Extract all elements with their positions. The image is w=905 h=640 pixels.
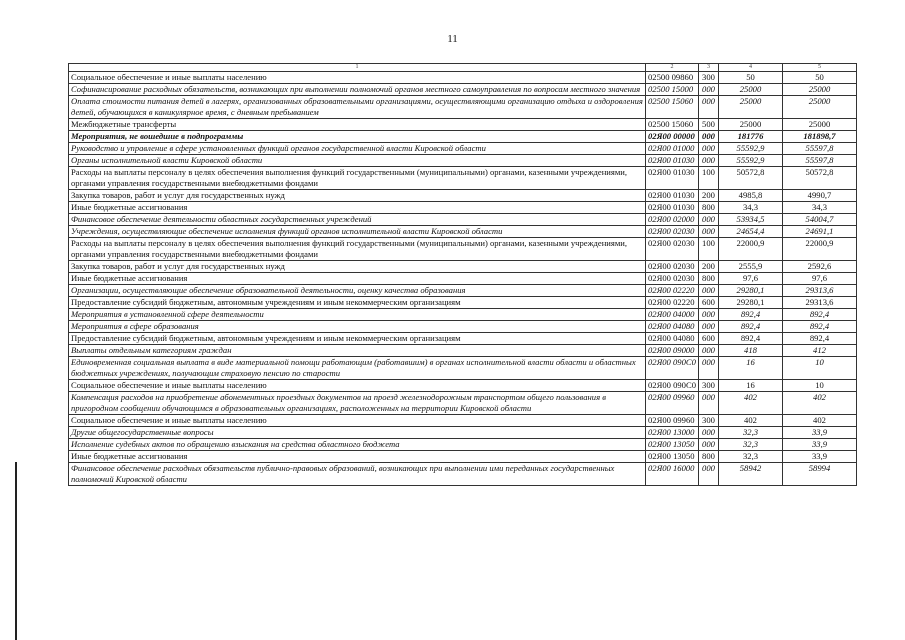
target-code-cell: 02Я00 04080 [646, 321, 699, 333]
table-row [69, 119, 857, 131]
amount-year1-cell: 16 [719, 357, 783, 380]
amount-year1-cell: 25000 [719, 84, 783, 96]
expense-name-cell: Закупка товаров, работ и услуг для государственных нужд [69, 190, 646, 202]
table-row [69, 439, 857, 451]
table-row [69, 451, 857, 463]
amount-year2-cell: 402 [783, 392, 857, 415]
column-number: 5 [783, 64, 857, 72]
amount-year2-cell: 22000,9 [783, 238, 857, 261]
expense-name-cell: Оплата стоимости питания детей в лагерях, организованных образовательными организациями, осуществляющими организацию отдыха и оздоровления детей, обучающихся в каникулярное время, с дневным пребыванием [69, 96, 646, 119]
expense-type-cell: 100 [699, 238, 719, 261]
amount-year2-cell: 892,4 [783, 333, 857, 345]
expense-type-cell: 000 [699, 309, 719, 321]
amount-year1-cell: 29280,1 [719, 285, 783, 297]
expense-type-cell: 800 [699, 451, 719, 463]
target-code-cell: 02Я00 09000 [646, 345, 699, 357]
amount-year2-cell: 55597,8 [783, 155, 857, 167]
table-row [69, 238, 857, 261]
budget-table [68, 63, 857, 486]
table-row [69, 333, 857, 345]
expense-name-cell: Иные бюджетные ассигнования [69, 451, 646, 463]
target-code-cell: 02Я00 04080 [646, 333, 699, 345]
amount-year2-cell: 181898,7 [783, 131, 857, 143]
expense-type-cell: 000 [699, 131, 719, 143]
target-code-cell: 02Я00 01030 [646, 202, 699, 214]
amount-year1-cell: 181776 [719, 131, 783, 143]
amount-year1-cell: 32,3 [719, 439, 783, 451]
amount-year1-cell: 418 [719, 345, 783, 357]
amount-year1-cell: 25000 [719, 96, 783, 119]
table-row [69, 321, 857, 333]
amount-year1-cell: 50 [719, 72, 783, 84]
amount-year1-cell: 22000,9 [719, 238, 783, 261]
amount-year2-cell: 4990,7 [783, 190, 857, 202]
amount-year2-cell: 10 [783, 357, 857, 380]
amount-year2-cell: 25000 [783, 119, 857, 131]
expense-name-cell: Выплаты отдельным категориям граждан [69, 345, 646, 357]
expense-type-cell: 800 [699, 273, 719, 285]
expense-name-cell: Учреждения, осуществляющие обеспечение исполнения функций органов исполнительной власти Кировской области [69, 226, 646, 238]
column-number: 1 [69, 64, 646, 72]
amount-year1-cell: 892,4 [719, 309, 783, 321]
amount-year1-cell: 55592,9 [719, 155, 783, 167]
table-row [69, 96, 857, 119]
amount-year1-cell: 16 [719, 380, 783, 392]
target-code-cell: 02Я00 13000 [646, 427, 699, 439]
expense-name-cell: Расходы на выплаты персоналу в целях обеспечения выполнения функций государственными (муниципальными) органами, казенными учреждениями, органами управления государственными внебюджетными фондами [69, 167, 646, 190]
amount-year1-cell: 34,3 [719, 202, 783, 214]
expense-type-cell: 000 [699, 155, 719, 167]
amount-year2-cell: 50572,8 [783, 167, 857, 190]
amount-year2-cell: 892,4 [783, 321, 857, 333]
target-code-cell: 02Я00 16000 [646, 463, 699, 486]
amount-year2-cell: 29313,6 [783, 297, 857, 309]
expense-name-cell: Социальное обеспечение и иные выплаты населению [69, 72, 646, 84]
target-code-cell: 02Я00 090С0 [646, 380, 699, 392]
expense-type-cell: 000 [699, 345, 719, 357]
amount-year2-cell: 25000 [783, 96, 857, 119]
amount-year1-cell: 58942 [719, 463, 783, 486]
target-code-cell: 02Я00 02030 [646, 273, 699, 285]
column-number: 2 [646, 64, 699, 72]
table-row [69, 380, 857, 392]
table-row [69, 297, 857, 309]
table-row [69, 427, 857, 439]
target-code-cell: 02Я00 02220 [646, 285, 699, 297]
table-row [69, 285, 857, 297]
table-row [69, 357, 857, 380]
expense-type-cell: 000 [699, 226, 719, 238]
expense-name-cell: Иные бюджетные ассигнования [69, 202, 646, 214]
expense-type-cell: 300 [699, 72, 719, 84]
table-row [69, 345, 857, 357]
amount-year1-cell: 25000 [719, 119, 783, 131]
amount-year2-cell: 50 [783, 72, 857, 84]
expense-type-cell: 100 [699, 167, 719, 190]
expense-type-cell: 000 [699, 84, 719, 96]
expense-name-cell: Предоставление субсидий бюджетным, автономным учреждениям и иным некоммерческим организациям [69, 297, 646, 309]
target-code-cell: 02Я00 13050 [646, 451, 699, 463]
table-row [69, 143, 857, 155]
expense-type-cell: 300 [699, 380, 719, 392]
target-code-cell: 02Я00 01030 [646, 155, 699, 167]
amount-year1-cell: 50572,8 [719, 167, 783, 190]
amount-year2-cell: 892,4 [783, 309, 857, 321]
table-row [69, 226, 857, 238]
target-code-cell: 02Я00 02220 [646, 297, 699, 309]
amount-year2-cell: 29313,6 [783, 285, 857, 297]
target-code-cell: 02Я00 02030 [646, 261, 699, 273]
target-code-cell: 02Я00 02030 [646, 226, 699, 238]
expense-name-cell: Мероприятия в сфере образования [69, 321, 646, 333]
target-code-cell: 02Я00 01030 [646, 167, 699, 190]
expense-name-cell: Руководство и управление в сфере установленных функций органов государственной власти Кировской области [69, 143, 646, 155]
expense-type-cell: 000 [699, 96, 719, 119]
target-code-cell: 02Я00 04000 [646, 309, 699, 321]
amount-year1-cell: 4985,8 [719, 190, 783, 202]
expense-name-cell: Органы исполнительной власти Кировской области [69, 155, 646, 167]
amount-year2-cell: 33,9 [783, 427, 857, 439]
amount-year1-cell: 29280,1 [719, 297, 783, 309]
expense-name-cell: Мероприятия, не вошедшие в подпрограммы [69, 131, 646, 143]
expense-name-cell: Расходы на выплаты персоналу в целях обеспечения выполнения функций государственными (муниципальными) органами, казенными учреждениями, органами управления государственными внебюджетными фондами [69, 238, 646, 261]
amount-year2-cell: 33,9 [783, 439, 857, 451]
expense-type-cell: 000 [699, 214, 719, 226]
table-row [69, 167, 857, 190]
target-code-cell: 02500 15060 [646, 96, 699, 119]
table-row [69, 463, 857, 486]
expense-type-cell: 000 [699, 392, 719, 415]
target-code-cell: 02Я00 13050 [646, 439, 699, 451]
amount-year2-cell: 54004,7 [783, 214, 857, 226]
table-row [69, 202, 857, 214]
expense-name-cell: Социальное обеспечение и иные выплаты населению [69, 380, 646, 392]
expense-type-cell: 000 [699, 321, 719, 333]
expense-name-cell: Предоставление субсидий бюджетным, автономным учреждениям и иным некоммерческим организациям [69, 333, 646, 345]
expense-name-cell: Единовременная социальная выплата в виде материальной помощи работающим (работавшим) в органах исполнительной власти области и областных бюджетных учреждениях, получающим страховую пенсию по старости [69, 357, 646, 380]
column-number: 3 [699, 64, 719, 72]
amount-year1-cell: 24654,4 [719, 226, 783, 238]
amount-year2-cell: 10 [783, 380, 857, 392]
expense-type-cell: 800 [699, 202, 719, 214]
expense-name-cell: Мероприятия в установленной сфере деятельности [69, 309, 646, 321]
amount-year2-cell: 25000 [783, 84, 857, 96]
table-row [69, 131, 857, 143]
amount-year2-cell: 55597,8 [783, 143, 857, 155]
target-code-cell: 02Я00 02030 [646, 238, 699, 261]
budget-table-body [69, 64, 857, 486]
target-code-cell: 02500 15000 [646, 84, 699, 96]
expense-type-cell: 600 [699, 297, 719, 309]
expense-type-cell: 000 [699, 427, 719, 439]
expense-type-cell: 000 [699, 439, 719, 451]
target-code-cell: 02Я00 090С0 [646, 357, 699, 380]
amount-year1-cell: 2555,9 [719, 261, 783, 273]
expense-type-cell: 000 [699, 285, 719, 297]
amount-year1-cell: 55592,9 [719, 143, 783, 155]
expense-name-cell: Финансовое обеспечение расходных обязательств публично-правовых образований, возникающих при выполнении ими переданных государственных полномочий Кировской области [69, 463, 646, 486]
amount-year1-cell: 32,3 [719, 427, 783, 439]
left-margin-bar [15, 462, 17, 640]
amount-year2-cell: 34,3 [783, 202, 857, 214]
amount-year2-cell: 33,9 [783, 451, 857, 463]
target-code-cell: 02Я00 09960 [646, 415, 699, 427]
table-row [69, 214, 857, 226]
expense-name-cell: Закупка товаров, работ и услуг для государственных нужд [69, 261, 646, 273]
expense-type-cell: 000 [699, 357, 719, 380]
amount-year1-cell: 32,3 [719, 451, 783, 463]
amount-year2-cell: 24691,1 [783, 226, 857, 238]
expense-name-cell: Софинансирование расходных обязательств, возникающих при выполнении полномочий органов местного самоуправления по вопросам местного значения [69, 84, 646, 96]
table-row [69, 72, 857, 84]
expense-type-cell: 500 [699, 119, 719, 131]
target-code-cell: 02Я00 01030 [646, 190, 699, 202]
target-code-cell: 02Я00 09960 [646, 392, 699, 415]
amount-year1-cell: 97,6 [719, 273, 783, 285]
expense-type-cell: 000 [699, 463, 719, 486]
expense-type-cell: 200 [699, 261, 719, 273]
amount-year2-cell: 2592,6 [783, 261, 857, 273]
target-code-cell: 02500 15060 [646, 119, 699, 131]
amount-year2-cell: 97,6 [783, 273, 857, 285]
target-code-cell: 02Я00 00000 [646, 131, 699, 143]
table-row [69, 190, 857, 202]
expense-type-cell: 200 [699, 190, 719, 202]
target-code-cell: 02Я00 01000 [646, 143, 699, 155]
expense-name-cell: Другие общегосударственные вопросы [69, 427, 646, 439]
expense-name-cell: Межбюджетные трансферты [69, 119, 646, 131]
amount-year1-cell: 402 [719, 415, 783, 427]
amount-year2-cell: 412 [783, 345, 857, 357]
table-row [69, 84, 857, 96]
table-row [69, 261, 857, 273]
expense-name-cell: Исполнение судебных актов по обращению взыскания на средства областного бюджета [69, 439, 646, 451]
table-row [69, 309, 857, 321]
expense-name-cell: Иные бюджетные ассигнования [69, 273, 646, 285]
amount-year2-cell: 402 [783, 415, 857, 427]
amount-year1-cell: 892,4 [719, 321, 783, 333]
table-row [69, 155, 857, 167]
column-number-row [69, 64, 857, 72]
expense-name-cell: Организации, осуществляющие обеспечение образовательной деятельности, оценку качества образования [69, 285, 646, 297]
amount-year1-cell: 892,4 [719, 333, 783, 345]
target-code-cell: 02Я00 02000 [646, 214, 699, 226]
amount-year1-cell: 402 [719, 392, 783, 415]
amount-year1-cell: 53934,5 [719, 214, 783, 226]
expense-type-cell: 600 [699, 333, 719, 345]
table-row [69, 273, 857, 285]
amount-year2-cell: 58994 [783, 463, 857, 486]
target-code-cell: 02500 09860 [646, 72, 699, 84]
table-row [69, 415, 857, 427]
expense-name-cell: Финансовое обеспечение деятельности областных государственных учреждений [69, 214, 646, 226]
page-number: 11 [447, 33, 458, 45]
column-number: 4 [719, 64, 783, 72]
expense-name-cell: Социальное обеспечение и иные выплаты населению [69, 415, 646, 427]
expense-name-cell: Компенсация расходов на приобретение абонементных проездных документов на проезд железнодорожным транспортом общего пользования в пригородном сообщении обучающимся в образовательных организациях, расположенных на территории Кировской области [69, 392, 646, 415]
table-row [69, 392, 857, 415]
expense-type-cell: 300 [699, 415, 719, 427]
expense-type-cell: 000 [699, 143, 719, 155]
